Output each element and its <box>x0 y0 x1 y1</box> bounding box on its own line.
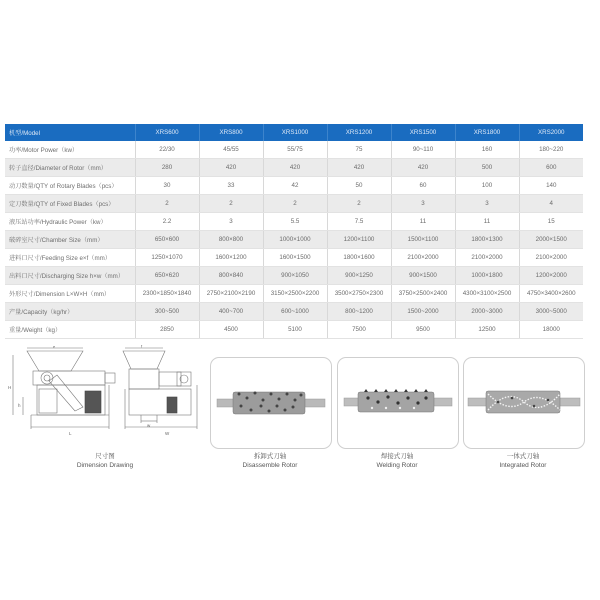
row-label: 进料口尺寸/Feeding Size e×f（mm） <box>5 249 135 267</box>
table-cell: 2750×2100×2190 <box>199 285 263 303</box>
table-cell: 2000×1500 <box>519 231 583 249</box>
caption-cn: 尺寸图 <box>95 453 115 460</box>
table-cell: 600 <box>519 159 583 177</box>
table-cell: 2100×2000 <box>391 249 455 267</box>
caption-cn: 焊接式刀轴 <box>380 453 414 460</box>
header-model: XRS800 <box>199 124 263 141</box>
table-row <box>5 213 583 231</box>
table-row <box>5 141 583 159</box>
rotor-caption-disassemble <box>210 452 330 470</box>
caption-cn: 拆卸式刀轴 <box>253 453 287 460</box>
row-label: 外形尺寸/Dimension L×W×H（mm） <box>5 285 135 303</box>
table-cell: 1500×1100 <box>391 231 455 249</box>
table-cell: 280 <box>135 159 199 177</box>
table-cell: 3 <box>391 195 455 213</box>
table-cell: 1000×1000 <box>263 231 327 249</box>
svg-text:f: f <box>141 345 143 349</box>
table-cell: 1000×1800 <box>455 267 519 285</box>
rotor-caption-welding <box>337 452 457 470</box>
table-cell: 3 <box>455 195 519 213</box>
row-label: 破碎室尺寸/Chamber Size（mm） <box>5 231 135 249</box>
table-cell: 3500×2750×2300 <box>327 285 391 303</box>
rotor-caption-integrated <box>463 452 583 470</box>
table-cell: 2850 <box>135 321 199 339</box>
table-cell: 2000~3000 <box>455 303 519 321</box>
table-cell: 7500 <box>327 321 391 339</box>
table-cell: 800~1200 <box>327 303 391 321</box>
table-cell: 900×1050 <box>263 267 327 285</box>
table-cell: 11 <box>391 213 455 231</box>
header-model: XRS1800 <box>455 124 519 141</box>
table-cell: 2 <box>199 195 263 213</box>
table-cell: 400~700 <box>199 303 263 321</box>
table-cell: 5.5 <box>263 213 327 231</box>
table-row <box>5 159 583 177</box>
row-label: 功率/Motor Power（kw） <box>5 141 135 159</box>
table-row <box>5 285 583 303</box>
table-cell: 650×600 <box>135 231 199 249</box>
dimension-drawing-icon <box>5 345 205 445</box>
table-cell: 3000~5000 <box>519 303 583 321</box>
table-row <box>5 177 583 195</box>
table-cell: 4750×3400×2600 <box>519 285 583 303</box>
caption-en: Integrated Rotor <box>499 462 547 469</box>
svg-text:h: h <box>18 403 21 408</box>
table-cell: 2 <box>263 195 327 213</box>
table-cell: 55/75 <box>263 141 327 159</box>
table-cell: 4 <box>519 195 583 213</box>
table-cell: 1600×1500 <box>263 249 327 267</box>
table-cell: 2.2 <box>135 213 199 231</box>
table-cell: 650×620 <box>135 267 199 285</box>
header-model-label: 机型/Model <box>5 124 135 141</box>
table-cell: 15 <box>519 213 583 231</box>
rotor-image-icon <box>338 358 458 448</box>
table-row <box>5 303 583 321</box>
table-cell: 4300×3100×2500 <box>455 285 519 303</box>
table-cell: 3150×2500×2200 <box>263 285 327 303</box>
table-cell: 4500 <box>199 321 263 339</box>
svg-text:e: e <box>53 345 56 349</box>
rotor-card-integrated <box>463 357 585 449</box>
table-cell: 140 <box>519 177 583 195</box>
svg-text:w: w <box>147 423 151 428</box>
table-cell: 1600×1200 <box>199 249 263 267</box>
row-label: 定刀数量/QTY of Fixed Blades（pcs） <box>5 195 135 213</box>
table-cell: 7.5 <box>327 213 391 231</box>
table-cell: 1800×1600 <box>327 249 391 267</box>
dimension-drawing <box>5 345 205 445</box>
row-label: 转子直径/Diameter of Rotor（mm） <box>5 159 135 177</box>
table-cell: 90~110 <box>391 141 455 159</box>
table-cell: 1200×1100 <box>327 231 391 249</box>
table-cell: 500 <box>455 159 519 177</box>
table-cell: 300~500 <box>135 303 199 321</box>
row-label: 重量/Weight（kg） <box>5 321 135 339</box>
table-cell: 420 <box>327 159 391 177</box>
header-model: XRS1200 <box>327 124 391 141</box>
dimension-drawing-caption <box>55 452 155 470</box>
table-cell: 600~1000 <box>263 303 327 321</box>
caption-en: Disassemble Rotor <box>242 462 298 469</box>
row-label: 产量/Capacity（kg/hr） <box>5 303 135 321</box>
table-cell: 420 <box>391 159 455 177</box>
table-cell: 800×800 <box>199 231 263 249</box>
table-cell: 9500 <box>391 321 455 339</box>
header-model: XRS1500 <box>391 124 455 141</box>
caption-cn: 一体式刀轴 <box>506 453 540 460</box>
header-model: XRS1000 <box>263 124 327 141</box>
row-label: 动刀数量/QTY of Rotary Blades（pcs） <box>5 177 135 195</box>
table-cell: 45/55 <box>199 141 263 159</box>
table-cell: 420 <box>199 159 263 177</box>
table-cell: 420 <box>263 159 327 177</box>
table-cell: 800×840 <box>199 267 263 285</box>
table-cell: 3 <box>199 213 263 231</box>
table-cell: 60 <box>391 177 455 195</box>
svg-text:L: L <box>69 431 72 436</box>
header-model: XRS600 <box>135 124 199 141</box>
table-cell: 900×1500 <box>391 267 455 285</box>
svg-text:H: H <box>8 385 12 390</box>
table-cell: 2300×1850×1840 <box>135 285 199 303</box>
table-row <box>5 195 583 213</box>
table-cell: 75 <box>327 141 391 159</box>
table-cell: 11 <box>455 213 519 231</box>
table-cell: 100 <box>455 177 519 195</box>
table-cell: 12500 <box>455 321 519 339</box>
caption-en: Dimension Drawing <box>76 462 134 469</box>
table-cell: 50 <box>327 177 391 195</box>
table-cell: 18000 <box>519 321 583 339</box>
row-label: 出料口尺寸/Discharging Size h×w（mm） <box>5 267 135 285</box>
table-cell: 1250×1070 <box>135 249 199 267</box>
svg-text:W: W <box>165 431 170 436</box>
table-cell: 22/30 <box>135 141 199 159</box>
table-cell: 1800×1300 <box>455 231 519 249</box>
table-row <box>5 249 583 267</box>
table-cell: 1500~2000 <box>391 303 455 321</box>
table-header-row <box>5 124 583 141</box>
rotor-card-disassemble <box>210 357 332 449</box>
rotor-image-icon <box>464 358 584 448</box>
spec-table <box>5 124 583 339</box>
table-cell: 180~220 <box>519 141 583 159</box>
table-row <box>5 231 583 249</box>
table-row <box>5 321 583 339</box>
table-cell: 2100×2000 <box>519 249 583 267</box>
table-cell: 1200×2000 <box>519 267 583 285</box>
table-cell: 160 <box>455 141 519 159</box>
table-cell: 900×1250 <box>327 267 391 285</box>
table-cell: 2100×2000 <box>455 249 519 267</box>
rotor-card-welding <box>337 357 459 449</box>
table-cell: 2 <box>135 195 199 213</box>
rotor-image-icon <box>211 358 331 448</box>
table-row <box>5 267 583 285</box>
table-cell: 30 <box>135 177 199 195</box>
table-cell: 3750×2500×2400 <box>391 285 455 303</box>
table-cell: 33 <box>199 177 263 195</box>
header-model: XRS2000 <box>519 124 583 141</box>
table-cell: 2 <box>327 195 391 213</box>
row-label: 液压站功率/Hydraulic Power（kw） <box>5 213 135 231</box>
caption-en: Welding Rotor <box>376 462 418 469</box>
table-cell: 5100 <box>263 321 327 339</box>
table-cell: 42 <box>263 177 327 195</box>
